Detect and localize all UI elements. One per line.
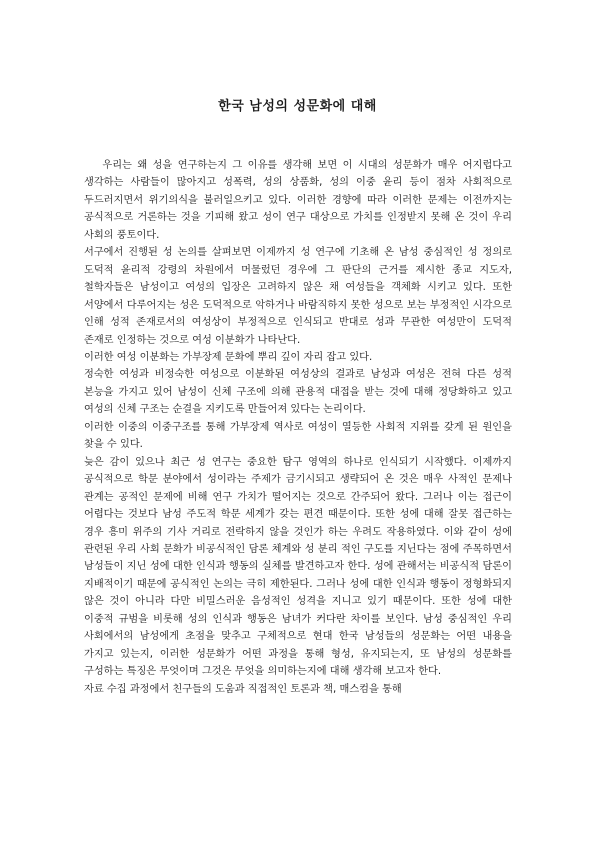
paragraph-intro: 우리는 왜 성을 연구하는지 그 이유를 생각해 보면 이 시대의 성문화가 매우 어지럽다고 생각하는 사람들이 많아지고 성폭력, 성의 상품화, 성의 이중 윤리 등이 점차 사회적으로 두드러지면서 위기의식을 불러일으키고 있다. 이러한 경향에 따라 이러한 문제는 이전까지는 공식적으로 거론하는 것을 기피해 왔고 성이 연구 대상으로 가치를 인정받지 못해 온 것이 우리 사회의 풍토이다. <box>84 160 512 241</box>
paragraph-data-collection: 자료 수집 과정에서 친구들의 도움과 직접적인 토론과 책, 매스컴을 통해 <box>84 683 402 695</box>
paragraph-chastity-logic: 정숙한 여성과 비정숙한 여성으로 이분화된 여성상의 결과로 남성과 여성은 전혀 다른 성적 본능을 가지고 있어 남성이 신체 구조에 의해 관용적 대접을 받는 것에 대해 정당화하고 있고 여성의 신체 구조는 순결을 지키도록 만들어져 있다는 논리이다. <box>84 369 512 416</box>
paragraph-research-purpose: 늦은 감이 있으나 최근 성 연구는 중요한 탐구 영역의 하나로 인식되기 시작했다. 이제까지 공식적으로 학문 분야에서 성이라는 주제가 금기시되고 생략되어 온 것은 매우 사적인 문제나 관계는 공적인 문제에 비해 연구 가치가 떨어지는 것으로 간주되어 왔다. 그러나 이는 접근이 어렵다는 것보다 남성 주도적 학문 세계가 갖는 편견 때문이다. 또한 성에 대해 잘못 접근하는 경우 흥미 위주의 기사 거리로 전락하지 않을 것인가 하는 우려도 작용하였다. 이와 같이 성에 관련된 우리 사회 문화가 비공식적인 담론 체계와 성 분리 적인 구도를 지닌다는 점에 주목하면서 남성들이 지닌 성에 대한 인식과 행동의 실체를 발견하고자 한다. 성에 관해서는 비공식적 담론이 지배적이기 때문에 공식적인 논의는 극히 제한된다. 그러나 성에 대한 인식과 행동이 정형화되지 않은 것이 아니라 다만 비밀스러운 음성적인 성격을 지니고 있기 때문이다. 또한 성에 대한 이중적 규범을 비롯해 성의 인식과 행동은 남녀가 커다란 차이를 보인다. 남성 중심적인 우리 사회에서의 남성에게 초점을 맞추고 구체적으로 현대 한국 남성들의 성문화는 어떤 내용을 가지고 있는지, 이러한 성문화가 어떤 과정을 통해 형성, 유지되는지, 또 남성의 성문화를 구성하는 특징은 무엇이며 그것은 무엇을 의미하는지에 대해 생각해 보고자 한다. <box>84 456 512 678</box>
document-body <box>84 157 512 698</box>
paragraph-dichotomy: 이러한 여성 이분화는 가부장제 문화에 뿌리 깊이 자리 잡고 있다. <box>84 351 373 363</box>
document-title: 한국 남성의 성문화에 대해 <box>218 99 377 114</box>
paragraph-western-discussion: 서구에서 진행된 성 논의를 살펴보면 이제까지 성 연구에 기초해 온 남성 중심적인 성 정의로 도덕적 윤리적 강령의 차원에서 머물렀던 경우에 그 판단의 근거를 제시한 종교 지도자, 철학자들은 남성이고 여성의 입장은 고려하지 않은 채 여성들을 객체화 시키고 있다. 또한 서양에서 다루어지는 성은 도덕적으로 악하거나 바람직하지 못한 성으로 보는 부정적인 시각으로 인해 성적 존재로서의 여성상이 부정적으로 인식되고 반대로 성과 무관한 여성만이 도덕적 존재로 인정하는 것으로 여성 이분화가 나타난다. <box>84 247 512 346</box>
paragraph-double-structure: 이러한 이중의 이중구조를 통해 가부장제 역사로 여성이 열등한 사회적 지위를 갖게 된 원인을 찾을 수 있다. <box>84 421 512 451</box>
